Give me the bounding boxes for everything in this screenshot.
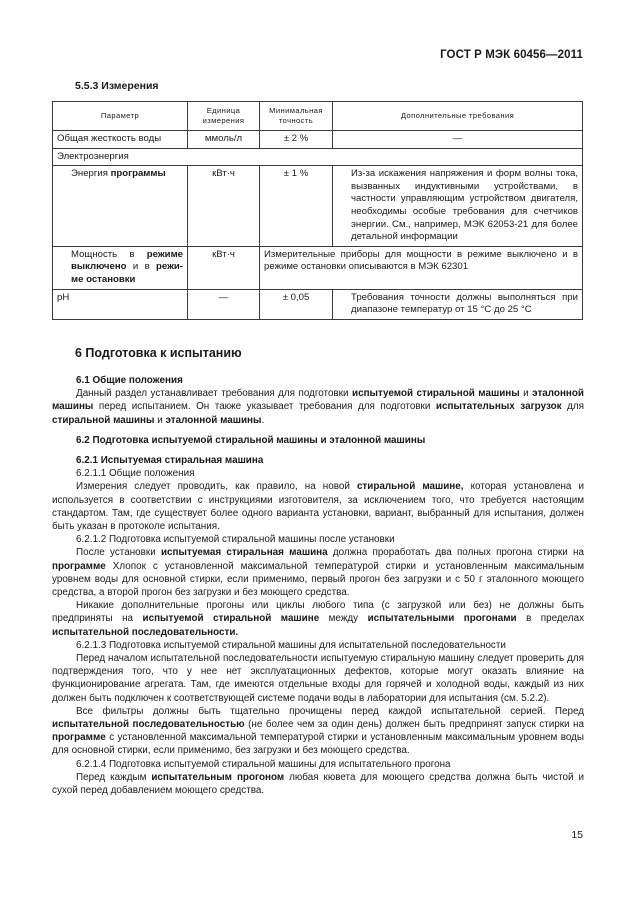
paragraph: Никакие дополнительные прогоны или циклы любого типа (с загрузкой или без) не должны быть предприняты на испытуемой стиральной машине между испытательными прогонами в пределах испытательной последовательности. — [52, 600, 585, 638]
cell-unit: кВт·ч — [188, 246, 260, 289]
cell-group: Электроэнергия — [53, 148, 583, 166]
heading-6-2-1: 6.2.1 Испытуемая стиральная машина — [76, 455, 264, 467]
table-row — [53, 289, 583, 319]
paragraph: Данный раздел устанавливает требования для подготовки испытуемой стиральной машины и эталонной машины перед испытанием. Он также указывает требования для подготовки испытательных загрузок для стиральной машины и эталонной машины. — [52, 388, 584, 426]
cell-unit: ммоль/л — [188, 131, 260, 149]
cell-accuracy: ± 2 % — [260, 131, 333, 149]
section-body — [52, 374, 584, 797]
cell-extra: Требования точности должны выполняться при диапазоне температур от 15 °С до 25 °С — [333, 289, 583, 319]
cell-param: Общая жесткость воды — [53, 131, 188, 149]
table-row — [53, 148, 583, 166]
paragraph: Перед каждым испытательным прогоном любая кювета для моющего средства должна быть чистой и сухой перед добавлением моющего средства. — [52, 771, 584, 797]
cell-unit: — — [188, 289, 260, 319]
heading-6-2-1-3: 6.2.1.3 Подготовка испытуемой стиральной машины для испытательной последовательности — [76, 639, 506, 651]
col-header-unit: Единица измерения — [188, 102, 260, 131]
heading-6-1: 6.1 Общие положения — [76, 375, 183, 386]
cell-param: Энергия программы — [53, 166, 188, 247]
heading-6-2-1-1: 6.2.1.1 Общие положения — [76, 468, 195, 480]
heading-6-2-1-4: 6.2.1.4 Подготовка испытуемой стиральной машины для испытательного прогона — [76, 758, 451, 770]
section-title: 6 Подготовка к испытанию — [75, 346, 242, 360]
heading-6-2: 6.2 Подготовка испытуемой стиральной машины и эталонной машины — [76, 434, 426, 446]
cell-extra: Измерительные приборы для мощности в режиме выключено и в режиме остановки описываются в МЭК 62301 — [260, 246, 583, 289]
cell-unit: кВт·ч — [188, 166, 260, 247]
cell-extra: Из-за искажения напряжения и форм волны тока, вызванных индуктивными устройствами, в частности управляющим устройством двигателя, необходимы особые требования для счетчиков энергии. См., например, МЭК 62053-21 для более детальной информации — [333, 166, 583, 247]
paragraph: Все фильтры должны быть тщательно прочищены перед каждой испытательной серией. Перед испытательной последовательностью (не более чем за один день) должен быть предпринят запуск стирки на программе с установленной максимальной температурой стирки и установленным максимальным уровнем воды для основной стирки, если применимо, без загрузки и без моющего средства. — [52, 705, 584, 757]
table-row — [53, 166, 583, 247]
page-number: 15 — [571, 829, 583, 841]
paragraph: Перед началом испытательной последовательности испытуемую стиральную машину следует проверить для подтверждения того, что у нее нет эксплуатационных дефектов, которые могут оказать влияние на функционирование агрегата. Там, где имеются отдельные входы для горячей и холодной воды, каждый из них должен быть подключен к соответствующей системе подачи воды в лаборатории для испытания (см. 5.2.2). — [52, 653, 584, 704]
standard-code: ГОСТ Р МЭК 60456—2011 — [440, 49, 583, 61]
measurement-table — [52, 101, 583, 320]
table-header-row — [53, 102, 583, 131]
heading-6-2-1-2: 6.2.1.2 Подготовка испытуемой стиральной машины после установки — [76, 534, 395, 546]
cell-param: pH — [53, 289, 188, 319]
col-header-param: Параметр — [53, 102, 188, 131]
paragraph: После установки испытуемая стиральная машина должна проработать два полных прогона стирки на программе Хлопок с установленной максимальной температурой стирки и установленным максимальным уровнем воды для основной стирки, если применимо, первый прогон без загрузки и с 50 г эталонного моющего средства, а второй прогон без загрузки и без моющего средства. — [52, 547, 584, 599]
cell-param: Мощность в режиме выключено и в режи-ме остановки — [53, 246, 188, 289]
col-header-accuracy: Минимальная точность — [260, 102, 333, 131]
table-row — [53, 131, 583, 149]
cell-extra: — — [333, 131, 583, 149]
col-header-extra: Дополнительные требования — [333, 102, 583, 131]
table-row — [53, 246, 583, 289]
cell-accuracy: ± 1 % — [260, 166, 333, 247]
cell-accuracy: ± 0,05 — [260, 289, 333, 319]
paragraph: Измерения следует проводить, как правило, на новой стиральной машине, которая установлена и используется в соответствии с инструкциями изготовителя, за исключением того, что требуется настоящим стандартом. Там, где существует более одного варианта установки, вариант, выбранный для испытания, должен быть указан в протоколе испытания. — [52, 481, 584, 533]
subsection-title: 5.5.3 Измерения — [75, 80, 159, 92]
